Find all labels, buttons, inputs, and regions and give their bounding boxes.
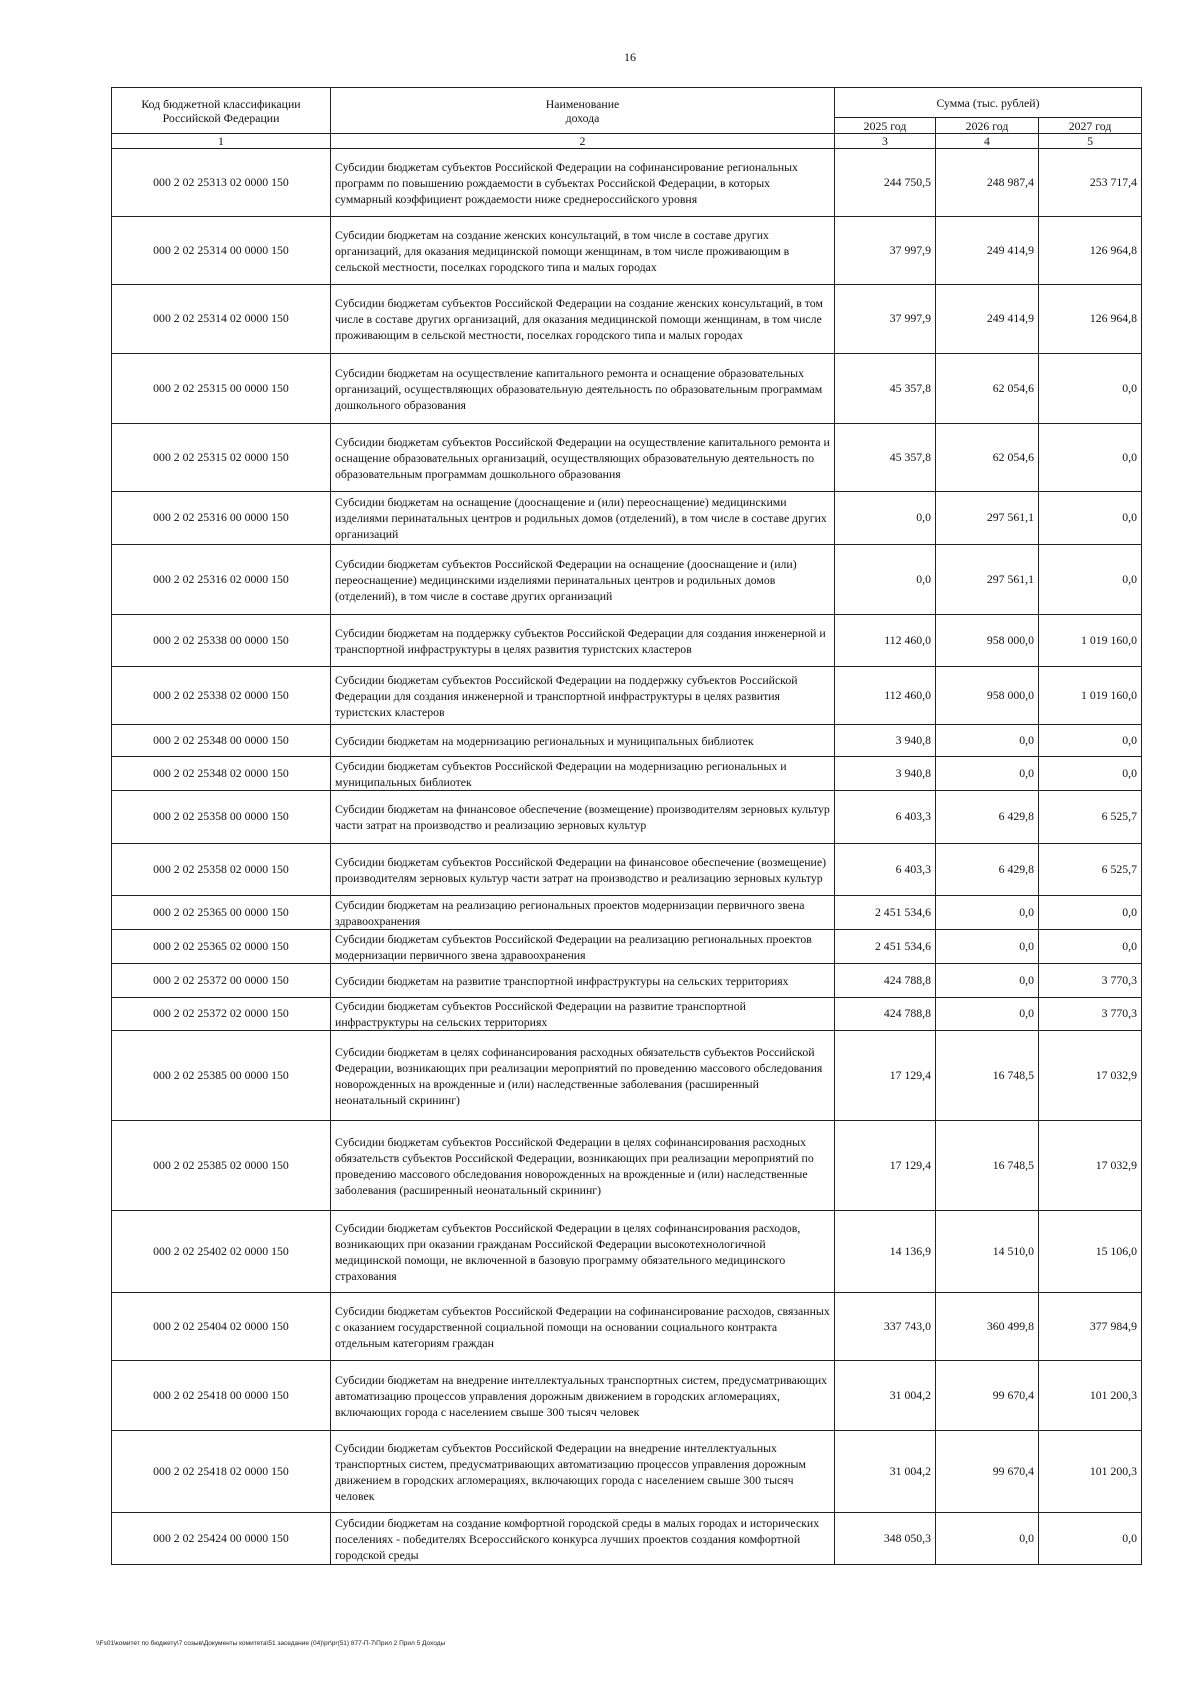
amount-2027-cell: 101 200,3 — [1039, 1361, 1142, 1431]
code-cell: 000 2 02 25315 02 0000 150 — [112, 424, 331, 492]
amount-2026-cell: 249 414,9 — [936, 285, 1039, 354]
table-row — [112, 1431, 1142, 1513]
amount-2026-cell: 14 510,0 — [936, 1211, 1039, 1293]
code-cell: 000 2 02 25385 00 0000 150 — [112, 1031, 331, 1121]
revenue-name-cell: Субсидии бюджетам субъектов Российской Федерации на внедрение интеллектуальных транспортных систем, предусматривающих автоматизацию процессов управления дорожным движением в городских агломерациях, включающих города с населением свыше 300 тысяч человек — [331, 1431, 835, 1513]
code-cell: 000 2 02 25404 02 0000 150 — [112, 1293, 331, 1361]
revenue-name-cell: Субсидии бюджетам на поддержку субъектов Российской Федерации для создания инженерной и транспортной инфраструктуры в целях развития туристских кластеров — [331, 615, 835, 667]
table-row — [112, 615, 1142, 667]
revenue-name-cell: Субсидии бюджетам субъектов Российской Федерации на поддержку субъектов Российской Федерации для создания инженерной и транспортной инфраструктуры в целях развития туристских кластеров — [331, 667, 835, 725]
code-cell: 000 2 02 25365 02 0000 150 — [112, 930, 331, 964]
amount-2027-cell: 1 019 160,0 — [1039, 667, 1142, 725]
column-number-5: 5 — [1039, 134, 1142, 149]
amount-2027-cell: 0,0 — [1039, 725, 1142, 757]
code-cell: 000 2 02 25313 02 0000 150 — [112, 149, 331, 217]
table-row — [112, 791, 1142, 844]
revenue-name-cell: Субсидии бюджетам субъектов Российской Федерации на модернизацию региональных и муниципальных библиотек — [331, 757, 835, 791]
amount-2027-cell: 0,0 — [1039, 354, 1142, 424]
revenue-name-cell: Субсидии бюджетам субъектов Российской Федерации на развитие транспортной инфраструктуры на сельских территориях — [331, 998, 835, 1031]
table-row — [112, 964, 1142, 998]
revenue-name-cell: Субсидии бюджетам субъектов Российской Федерации на осуществление капитального ремонта и оснащение образовательных организаций, осуществляющих образовательную деятельность по образовательным программам дошкольного образования — [331, 424, 835, 492]
amount-2027-cell: 126 964,8 — [1039, 217, 1142, 285]
amount-2025-cell: 244 750,5 — [835, 149, 936, 217]
amount-2027-cell: 3 770,3 — [1039, 964, 1142, 998]
code-cell: 000 2 02 25372 00 0000 150 — [112, 964, 331, 998]
table-row — [112, 667, 1142, 725]
code-cell: 000 2 02 25372 02 0000 150 — [112, 998, 331, 1031]
revenue-name-cell: Субсидии бюджетам на оснащение (дооснащение и (или) переоснащение) медицинскими изделиями перинатальных центров и родильных домов (отделений), в том числе в составе других организаций — [331, 492, 835, 545]
revenue-name-cell: Субсидии бюджетам субъектов Российской Федерации в целях софинансирования расходов, возникающих при оказании гражданам Российской Федерации высокотехнологичной медицинской помощи, не включенной в базовую программу обязательного медицинского страхования — [331, 1211, 835, 1293]
amount-2027-cell: 0,0 — [1039, 896, 1142, 930]
amount-2025-cell: 424 788,8 — [835, 998, 936, 1031]
amount-2026-cell: 297 561,1 — [936, 545, 1039, 615]
code-cell: 000 2 02 25338 02 0000 150 — [112, 667, 331, 725]
revenue-name-cell: Субсидии бюджетам на создание женских консультаций, в том числе в составе других организаций, для оказания медицинской помощи женщинам, в том числе проживающим в сельской местности, поселках городского типа и малых городах — [331, 217, 835, 285]
amount-2025-cell: 3 940,8 — [835, 725, 936, 757]
amount-2026-cell: 249 414,9 — [936, 217, 1039, 285]
amount-2027-cell: 0,0 — [1039, 757, 1142, 791]
revenue-name-cell: Субсидии бюджетам на осуществление капитального ремонта и оснащение образовательных организаций, осуществляющих образовательную деятельность по образовательным программам дошкольного образования — [331, 354, 835, 424]
revenue-name-cell: Субсидии бюджетам в целях софинансирования расходных обязательств субъектов Российской Федерации, возникающих при реализации мероприятий по проведению массового обследования новорожденных на врожденные и (или) наследственные заболевания (расширенный неонатальный скрининг) — [331, 1031, 835, 1121]
footer-file-path: \\Fs01\комитет по бюджету\7 созыв\Документы комитета\51 заседание (04)\pr\pr(51) 877-П-7\Прил 2 Прил 5 Доходы — [96, 1640, 446, 1647]
code-cell: 000 2 02 25314 00 0000 150 — [112, 217, 331, 285]
revenue-name-cell: Субсидии бюджетам на финансовое обеспечение (возмещение) производителям зерновых культур части затрат на производство и реализацию зерновых культур — [331, 791, 835, 844]
table-header — [112, 88, 1142, 149]
table-row — [112, 930, 1142, 964]
amount-2027-cell: 0,0 — [1039, 1513, 1142, 1565]
code-cell: 000 2 02 25314 02 0000 150 — [112, 285, 331, 354]
table-row — [112, 149, 1142, 217]
revenue-name-cell: Субсидии бюджетам на развитие транспортной инфраструктуры на сельских территориях — [331, 964, 835, 998]
amount-2026-cell: 360 499,8 — [936, 1293, 1039, 1361]
table-row — [112, 1293, 1142, 1361]
code-column-header: Код бюджетной классификации Российской Федерации — [112, 88, 331, 134]
table-row — [112, 725, 1142, 757]
code-cell: 000 2 02 25316 00 0000 150 — [112, 492, 331, 545]
code-cell: 000 2 02 25424 00 0000 150 — [112, 1513, 331, 1565]
amount-2025-cell: 45 357,8 — [835, 354, 936, 424]
table-row — [112, 844, 1142, 896]
table-row — [112, 896, 1142, 930]
table-row — [112, 492, 1142, 545]
code-cell: 000 2 02 25418 02 0000 150 — [112, 1431, 331, 1513]
amount-2025-cell: 0,0 — [835, 492, 936, 545]
amount-2027-cell: 1 019 160,0 — [1039, 615, 1142, 667]
amount-2025-cell: 0,0 — [835, 545, 936, 615]
amount-2027-cell: 253 717,4 — [1039, 149, 1142, 217]
column-number-1: 1 — [112, 134, 331, 149]
amount-2025-cell: 348 050,3 — [835, 1513, 936, 1565]
code-cell: 000 2 02 25418 00 0000 150 — [112, 1361, 331, 1431]
amount-2026-cell: 6 429,8 — [936, 844, 1039, 896]
revenue-name-cell: Субсидии бюджетам субъектов Российской Федерации на софинансирование расходов, связанных с оказанием государственной социальной помощи на основании социального контракта отдельным категориям граждан — [331, 1293, 835, 1361]
amount-2026-cell: 0,0 — [936, 757, 1039, 791]
year-header-2027: 2027 год — [1039, 118, 1142, 134]
sum-column-header: Сумма (тыс. рублей) — [835, 88, 1142, 118]
amount-2025-cell: 112 460,0 — [835, 615, 936, 667]
amount-2027-cell: 3 770,3 — [1039, 998, 1142, 1031]
table-row — [112, 757, 1142, 791]
year-header-2025: 2025 год — [835, 118, 936, 134]
code-cell: 000 2 02 25348 02 0000 150 — [112, 757, 331, 791]
code-cell: 000 2 02 25348 00 0000 150 — [112, 725, 331, 757]
amount-2026-cell: 62 054,6 — [936, 354, 1039, 424]
code-cell: 000 2 02 25358 02 0000 150 — [112, 844, 331, 896]
table-row — [112, 354, 1142, 424]
amount-2026-cell: 99 670,4 — [936, 1431, 1039, 1513]
amount-2025-cell: 31 004,2 — [835, 1361, 936, 1431]
amount-2025-cell: 37 997,9 — [835, 285, 936, 354]
table-row — [112, 424, 1142, 492]
column-number-3: 3 — [835, 134, 936, 149]
amount-2026-cell: 958 000,0 — [936, 667, 1039, 725]
code-cell: 000 2 02 25316 02 0000 150 — [112, 545, 331, 615]
amount-2026-cell: 62 054,6 — [936, 424, 1039, 492]
amount-2025-cell: 37 997,9 — [835, 217, 936, 285]
year-header-2026: 2026 год — [936, 118, 1039, 134]
amount-2026-cell: 0,0 — [936, 896, 1039, 930]
code-cell: 000 2 02 25315 00 0000 150 — [112, 354, 331, 424]
revenue-name-cell: Субсидии бюджетам субъектов Российской Федерации на софинансирование региональных программ по повышению рождаемости в субъектах Российской Федерации, в которых суммарный коэффициент рождаемости ниже среднероссийского уровня — [331, 149, 835, 217]
amount-2026-cell: 99 670,4 — [936, 1361, 1039, 1431]
amount-2027-cell: 0,0 — [1039, 930, 1142, 964]
table-row — [112, 1031, 1142, 1121]
amount-2026-cell: 0,0 — [936, 998, 1039, 1031]
table-row — [112, 217, 1142, 285]
table-row — [112, 285, 1142, 354]
amount-2025-cell: 2 451 534,6 — [835, 896, 936, 930]
amount-2027-cell: 6 525,7 — [1039, 791, 1142, 844]
amount-2027-cell: 17 032,9 — [1039, 1031, 1142, 1121]
code-cell: 000 2 02 25365 00 0000 150 — [112, 896, 331, 930]
amount-2026-cell: 0,0 — [936, 725, 1039, 757]
table-row — [112, 998, 1142, 1031]
table-row — [112, 1513, 1142, 1565]
revenue-table — [111, 87, 1142, 1565]
amount-2025-cell: 2 451 534,6 — [835, 930, 936, 964]
amount-2025-cell: 6 403,3 — [835, 791, 936, 844]
amount-2026-cell: 297 561,1 — [936, 492, 1039, 545]
amount-2026-cell: 0,0 — [936, 930, 1039, 964]
page-number: 16 — [624, 50, 636, 64]
table-body — [112, 149, 1142, 1565]
amount-2027-cell: 126 964,8 — [1039, 285, 1142, 354]
revenue-name-cell: Субсидии бюджетам на создание комфортной городской среды в малых городах и исторических поселениях - победителях Всероссийского конкурса лучших проектов создания комфортной городской среды — [331, 1513, 835, 1565]
table-row — [112, 545, 1142, 615]
table-row — [112, 1121, 1142, 1211]
code-cell: 000 2 02 25358 00 0000 150 — [112, 791, 331, 844]
amount-2027-cell: 6 525,7 — [1039, 844, 1142, 896]
amount-2025-cell: 45 357,8 — [835, 424, 936, 492]
amount-2025-cell: 17 129,4 — [835, 1031, 936, 1121]
amount-2025-cell: 337 743,0 — [835, 1293, 936, 1361]
amount-2026-cell: 0,0 — [936, 1513, 1039, 1565]
amount-2025-cell: 424 788,8 — [835, 964, 936, 998]
name-column-header — [331, 88, 835, 134]
amount-2027-cell: 0,0 — [1039, 424, 1142, 492]
amount-2026-cell: 248 987,4 — [936, 149, 1039, 217]
column-number-4: 4 — [936, 134, 1039, 149]
amount-2026-cell: 6 429,8 — [936, 791, 1039, 844]
revenue-name-cell: Субсидии бюджетам на реализацию региональных проектов модернизации первичного звена здравоохранения — [331, 896, 835, 930]
code-cell: 000 2 02 25338 00 0000 150 — [112, 615, 331, 667]
name-header-line-2: дохода — [565, 110, 600, 125]
code-cell: 000 2 02 25402 02 0000 150 — [112, 1211, 331, 1293]
amount-2026-cell: 0,0 — [936, 964, 1039, 998]
revenue-name-cell: Субсидии бюджетам субъектов Российской Федерации на реализацию региональных проектов модернизации первичного звена здравоохранения — [331, 930, 835, 964]
revenue-name-cell: Субсидии бюджетам субъектов Российской Федерации на создание женских консультаций, в том числе в составе других организаций, для оказания медицинской помощи женщинам, в том числе проживающим в сельской местности, поселках городского типа и малых городах — [331, 285, 835, 354]
amount-2027-cell: 15 106,0 — [1039, 1211, 1142, 1293]
amount-2026-cell: 958 000,0 — [936, 615, 1039, 667]
amount-2027-cell: 0,0 — [1039, 545, 1142, 615]
revenue-name-cell: Субсидии бюджетам на модернизацию региональных и муниципальных библиотек — [331, 725, 835, 757]
amount-2025-cell: 17 129,4 — [835, 1121, 936, 1211]
amount-2025-cell: 112 460,0 — [835, 667, 936, 725]
code-cell: 000 2 02 25385 02 0000 150 — [112, 1121, 331, 1211]
amount-2025-cell: 14 136,9 — [835, 1211, 936, 1293]
name-header-line-1: Наименование — [545, 96, 620, 111]
table-row — [112, 1361, 1142, 1431]
amount-2026-cell: 16 748,5 — [936, 1031, 1039, 1121]
amount-2025-cell: 31 004,2 — [835, 1431, 936, 1513]
revenue-name-cell: Субсидии бюджетам субъектов Российской Федерации в целях софинансирования расходных обязательств субъектов Российской Федерации, возникающих при реализации мероприятий по проведению массового обследования новорожденных на врожденные и (или) наследственные заболевания (расширенный неонатальный скрининг) — [331, 1121, 835, 1211]
revenue-name-cell: Субсидии бюджетам субъектов Российской Федерации на финансовое обеспечение (возмещение) производителям зерновых культур части затрат на производство и реализацию зерновых культур — [331, 844, 835, 896]
column-number-2: 2 — [331, 134, 835, 149]
amount-2027-cell: 17 032,9 — [1039, 1121, 1142, 1211]
table-row — [112, 1211, 1142, 1293]
revenue-name-cell: Субсидии бюджетам на внедрение интеллектуальных транспортных систем, предусматривающих автоматизацию процессов управления дорожным движением в городских агломерациях, включающих города с населением свыше 300 тысяч человек — [331, 1361, 835, 1431]
amount-2025-cell: 6 403,3 — [835, 844, 936, 896]
amount-2027-cell: 377 984,9 — [1039, 1293, 1142, 1361]
amount-2025-cell: 3 940,8 — [835, 757, 936, 791]
amount-2027-cell: 101 200,3 — [1039, 1431, 1142, 1513]
amount-2026-cell: 16 748,5 — [936, 1121, 1039, 1211]
amount-2027-cell: 0,0 — [1039, 492, 1142, 545]
revenue-name-cell: Субсидии бюджетам субъектов Российской Федерации на оснащение (дооснащение и (или) переоснащение) медицинскими изделиями перинатальных центров и родильных домов (отделений), в том числе в составе других организаций — [331, 545, 835, 615]
